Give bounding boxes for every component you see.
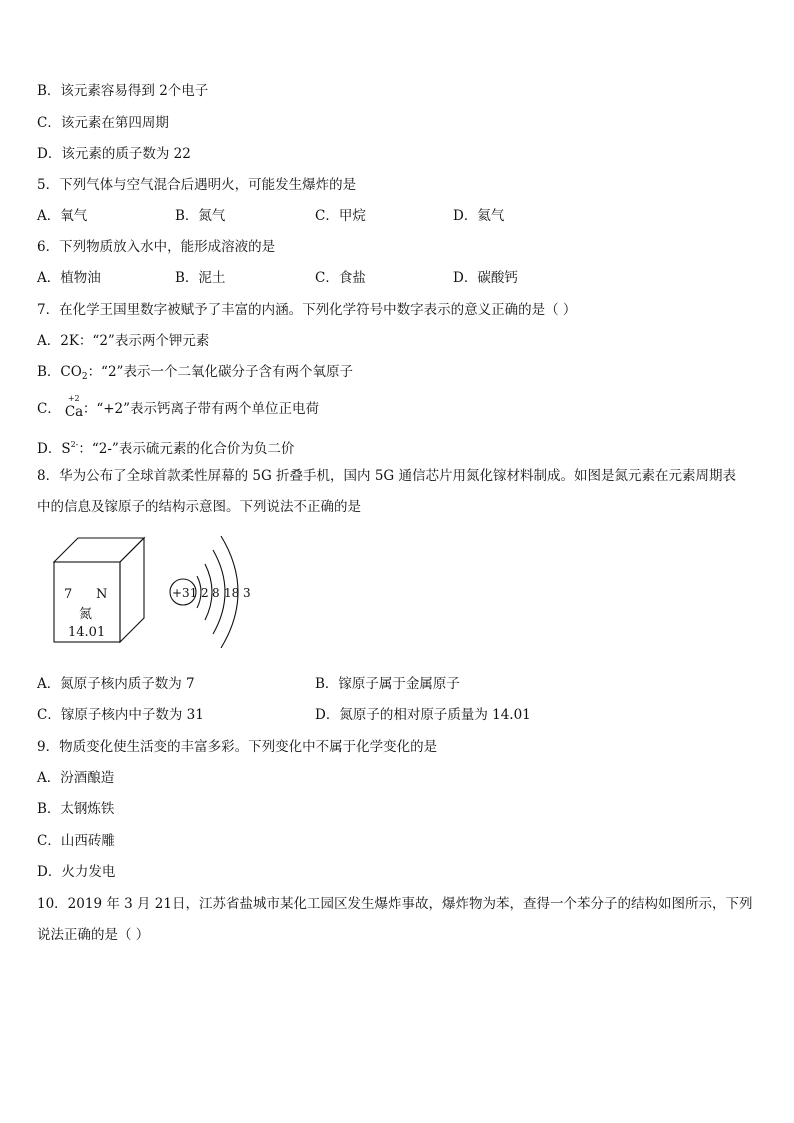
q4-option-b: B．该元素容易得到 2个电子 bbox=[37, 83, 209, 99]
gallium-atom-diagram bbox=[170, 536, 251, 648]
q9-option-b: B．太钢炼铁 bbox=[37, 801, 115, 817]
q8-option-a: A．氮原子核内质子数为 7 bbox=[37, 676, 195, 692]
q9-option-d: D．火力发电 bbox=[37, 864, 116, 880]
q8-option-c: C．镓原子核内中子数为 31 bbox=[37, 707, 204, 723]
q5-option-c: C．甲烷 bbox=[315, 208, 366, 224]
q10-stem-line1: 10．2019 年 3 月 21日，江苏省盐城市某化工园区发生爆炸事故，爆炸物为苯，查得一个苯分子的结构如图所示，下列 bbox=[37, 896, 753, 912]
q8-stem-line2: 中的信息及镓原子的结构示意图。下列说法不正确的是 bbox=[37, 499, 361, 515]
q7-option-b-prefix: B．CO bbox=[37, 364, 82, 380]
q10-stem-line2: 说法正确的是（ ） bbox=[37, 927, 150, 943]
element-atomic-mass: 14.01 bbox=[68, 625, 106, 640]
q7-option-d bbox=[37, 436, 294, 458]
q6-option-d: D．碳酸钙 bbox=[453, 270, 518, 286]
calcium-charge: +2 bbox=[67, 394, 80, 403]
shell-electrons-2: 8 bbox=[212, 586, 220, 600]
q5-stem: 5．下列气体与空气混合后遇明火，可能发生爆炸的是 bbox=[37, 177, 357, 193]
q4-option-c: C．该元素在第四周期 bbox=[37, 115, 169, 131]
q6-option-c: C．食盐 bbox=[315, 270, 366, 286]
q6-option-a: A．植物油 bbox=[37, 270, 101, 286]
q7-option-b-text: ：“2”表示一个二氧化碳分子含有两个氧原子 bbox=[87, 364, 353, 380]
nucleus-charge: +31 bbox=[172, 586, 198, 600]
q7-option-b bbox=[37, 363, 353, 386]
calcium-symbol: Ca bbox=[64, 404, 84, 420]
element-atomic-number: 7 bbox=[64, 587, 73, 602]
q7-option-d-superscript: 2- bbox=[70, 440, 79, 449]
q6-option-b: B．泥土 bbox=[175, 270, 226, 286]
q4-option-d: D．该元素的质子数为 22 bbox=[37, 146, 191, 162]
q8-option-b: B．镓原子属于金属原子 bbox=[315, 676, 460, 692]
q7-option-d-text: ：“2-”表示硫元素的化合价为负二价 bbox=[78, 441, 295, 457]
q5-option-a: A．氧气 bbox=[37, 208, 88, 224]
q6-stem: 6．下列物质放入水中，能形成溶液的是 bbox=[37, 239, 276, 255]
element-name: 氮 bbox=[79, 607, 93, 622]
q8-stem-line1: 8．华为公布了全球首款柔性屏幕的 5G 折叠手机，国内 5G 通信芯片用氮化镓材料制成。如图是氮元素在元素周期表 bbox=[37, 468, 736, 484]
q7-option-c bbox=[37, 394, 320, 420]
calcium-ion-symbol bbox=[64, 394, 84, 420]
q9-option-c: C．山西砖雕 bbox=[37, 833, 115, 849]
q7-option-c-prefix: C． bbox=[37, 401, 61, 417]
q7-option-b-subscript: 2 bbox=[81, 372, 88, 382]
shell-electrons-1: 2 bbox=[201, 586, 209, 600]
q5-option-d: D．氦气 bbox=[453, 208, 505, 224]
shell-electrons-4: 3 bbox=[243, 586, 251, 600]
q7-option-c-text: ：“+2”表示钙离子带有两个单位正电荷 bbox=[82, 401, 320, 417]
q7-stem: 7．在化学王国里数字被赋予了丰富的内涵。下列化学符号中数字表示的意义正确的是（ ） bbox=[37, 302, 577, 318]
element-symbol: N bbox=[96, 587, 108, 602]
q7-option-a: A．2K：“2”表示两个钾元素 bbox=[37, 333, 210, 349]
q7-option-d-prefix: D．S bbox=[37, 441, 71, 457]
q9-stem: 9．物质变化使生活变的丰富多彩。下列变化中不属于化学变化的是 bbox=[37, 739, 438, 755]
shell-electrons-3: 18 bbox=[224, 586, 240, 600]
q8-option-d: D．氮原子的相对原子质量为 14.01 bbox=[315, 707, 531, 723]
q8-figure bbox=[50, 528, 270, 648]
q9-option-a: A．汾酒酿造 bbox=[37, 770, 115, 786]
q5-option-b: B．氮气 bbox=[175, 208, 226, 224]
